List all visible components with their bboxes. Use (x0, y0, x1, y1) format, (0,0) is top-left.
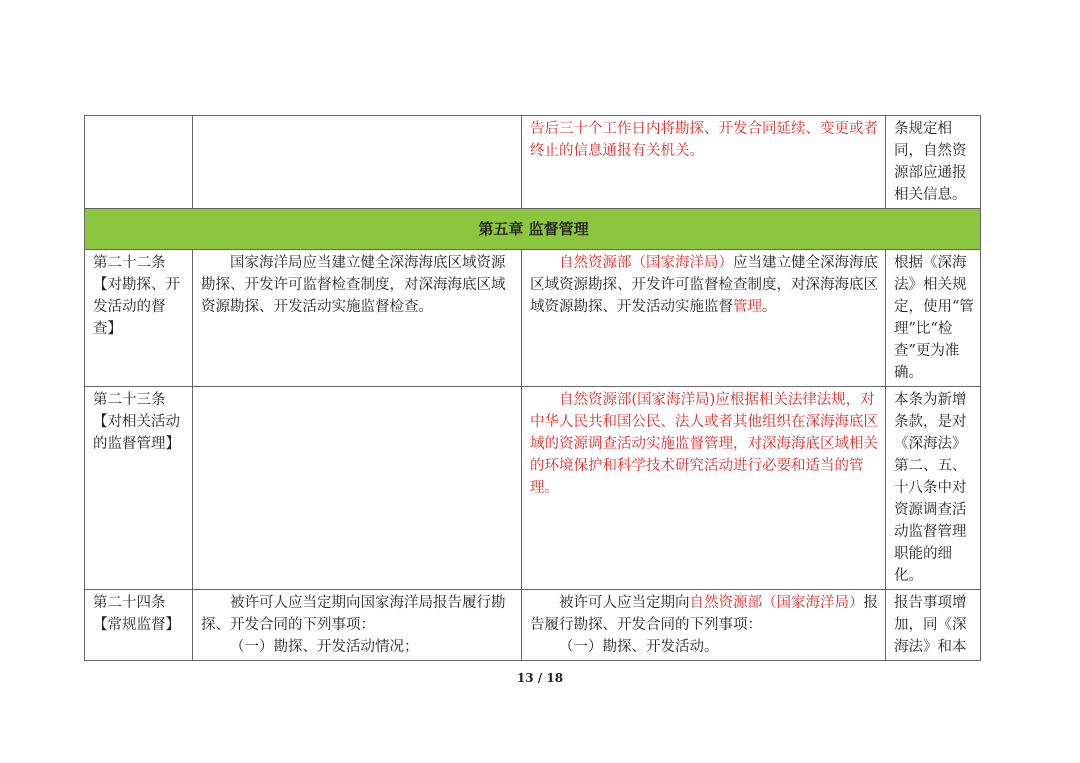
chapter-row (85, 209, 981, 250)
revised-text-cell (522, 250, 886, 387)
table-row (85, 250, 981, 387)
article-cell (85, 116, 193, 209)
original-text: （一）勘探、开发活动情况； (230, 639, 419, 655)
comparison-table (84, 115, 981, 661)
revised-text-red: 自然资源部（国家海洋局） (689, 595, 864, 611)
original-text: 被许可人应当定期向国家海洋局报告履行勘探、开发合同的下列事项： (201, 595, 506, 633)
original-text-cell (193, 590, 522, 661)
table-row (85, 590, 981, 661)
revised-text-cell (522, 590, 886, 661)
revised-text-red: 自然资源部（国家海洋局） (559, 255, 733, 271)
table-row (85, 116, 981, 209)
note-cell: 根据《深海法》相关规定，使用“管理”比“检查”更为准确。 (886, 250, 981, 387)
original-text: 国家海洋局应当建立健全深海海底区域资源勘探、开发许可监督检查制度，对深海海底区域资源勘探、开发活动实施监督检查。 (201, 255, 506, 315)
revised-text-red: 告后三十个工作日内将勘探、开发合同延续、变更或者终止的信息通报有关机关。 (530, 121, 878, 159)
note-cell: 本条为新增条款，是对《深海法》第二、五、十八条中对资源调查活动监督管理职能的细化。 (886, 387, 981, 590)
revised-text: （一）勘探、开发活动。 (559, 639, 719, 655)
revised-text-cell (522, 387, 886, 590)
revised-text-red: 管理 (733, 299, 762, 315)
revised-text (530, 252, 879, 318)
original-text-cell (193, 250, 522, 387)
revised-text (530, 592, 879, 636)
article-cell: 第二十四条【常规监督】 (85, 590, 193, 661)
revised-text-plain: 应当建立健全深海海底区域资源勘探、开发许可监督检查制度，对深海海底区域资源勘探、开发活动实施监督 (530, 255, 878, 315)
page-number: 13 / 18 (516, 671, 564, 685)
table-row (85, 387, 981, 590)
article-cell: 第二十三条【对相关活动的监督管理】 (85, 387, 193, 590)
revised-text-cell (522, 116, 886, 209)
revised-text-plain: 报告履行勘探、开发合同的下列事项： (530, 595, 878, 633)
original-text-cell (193, 116, 522, 209)
revised-text-plain: 被许可人应当定期向 (559, 595, 690, 611)
original-text-cell (193, 387, 522, 590)
note-cell: 报告事项增加，同《深海法》和本 (886, 590, 981, 661)
chapter-title: 第五章 监督管理 (85, 209, 981, 250)
revised-text-end: 。 (762, 299, 777, 315)
article-cell: 第二十二条【对勘探、开发活动的督查】 (85, 250, 193, 387)
revised-text-red: 自然资源部(国家海洋局)应根据相关法律法规，对中华人民共和国公民、法人或者其他组织在深海海底区域的资源调查活动实施监督管理，对深海海底区域相关的环境保护和科学技术研究活动进行必要和适当的管理。 (530, 392, 878, 496)
note-cell: 条规定相同，自然资源部应通报相关信息。 (886, 116, 981, 209)
